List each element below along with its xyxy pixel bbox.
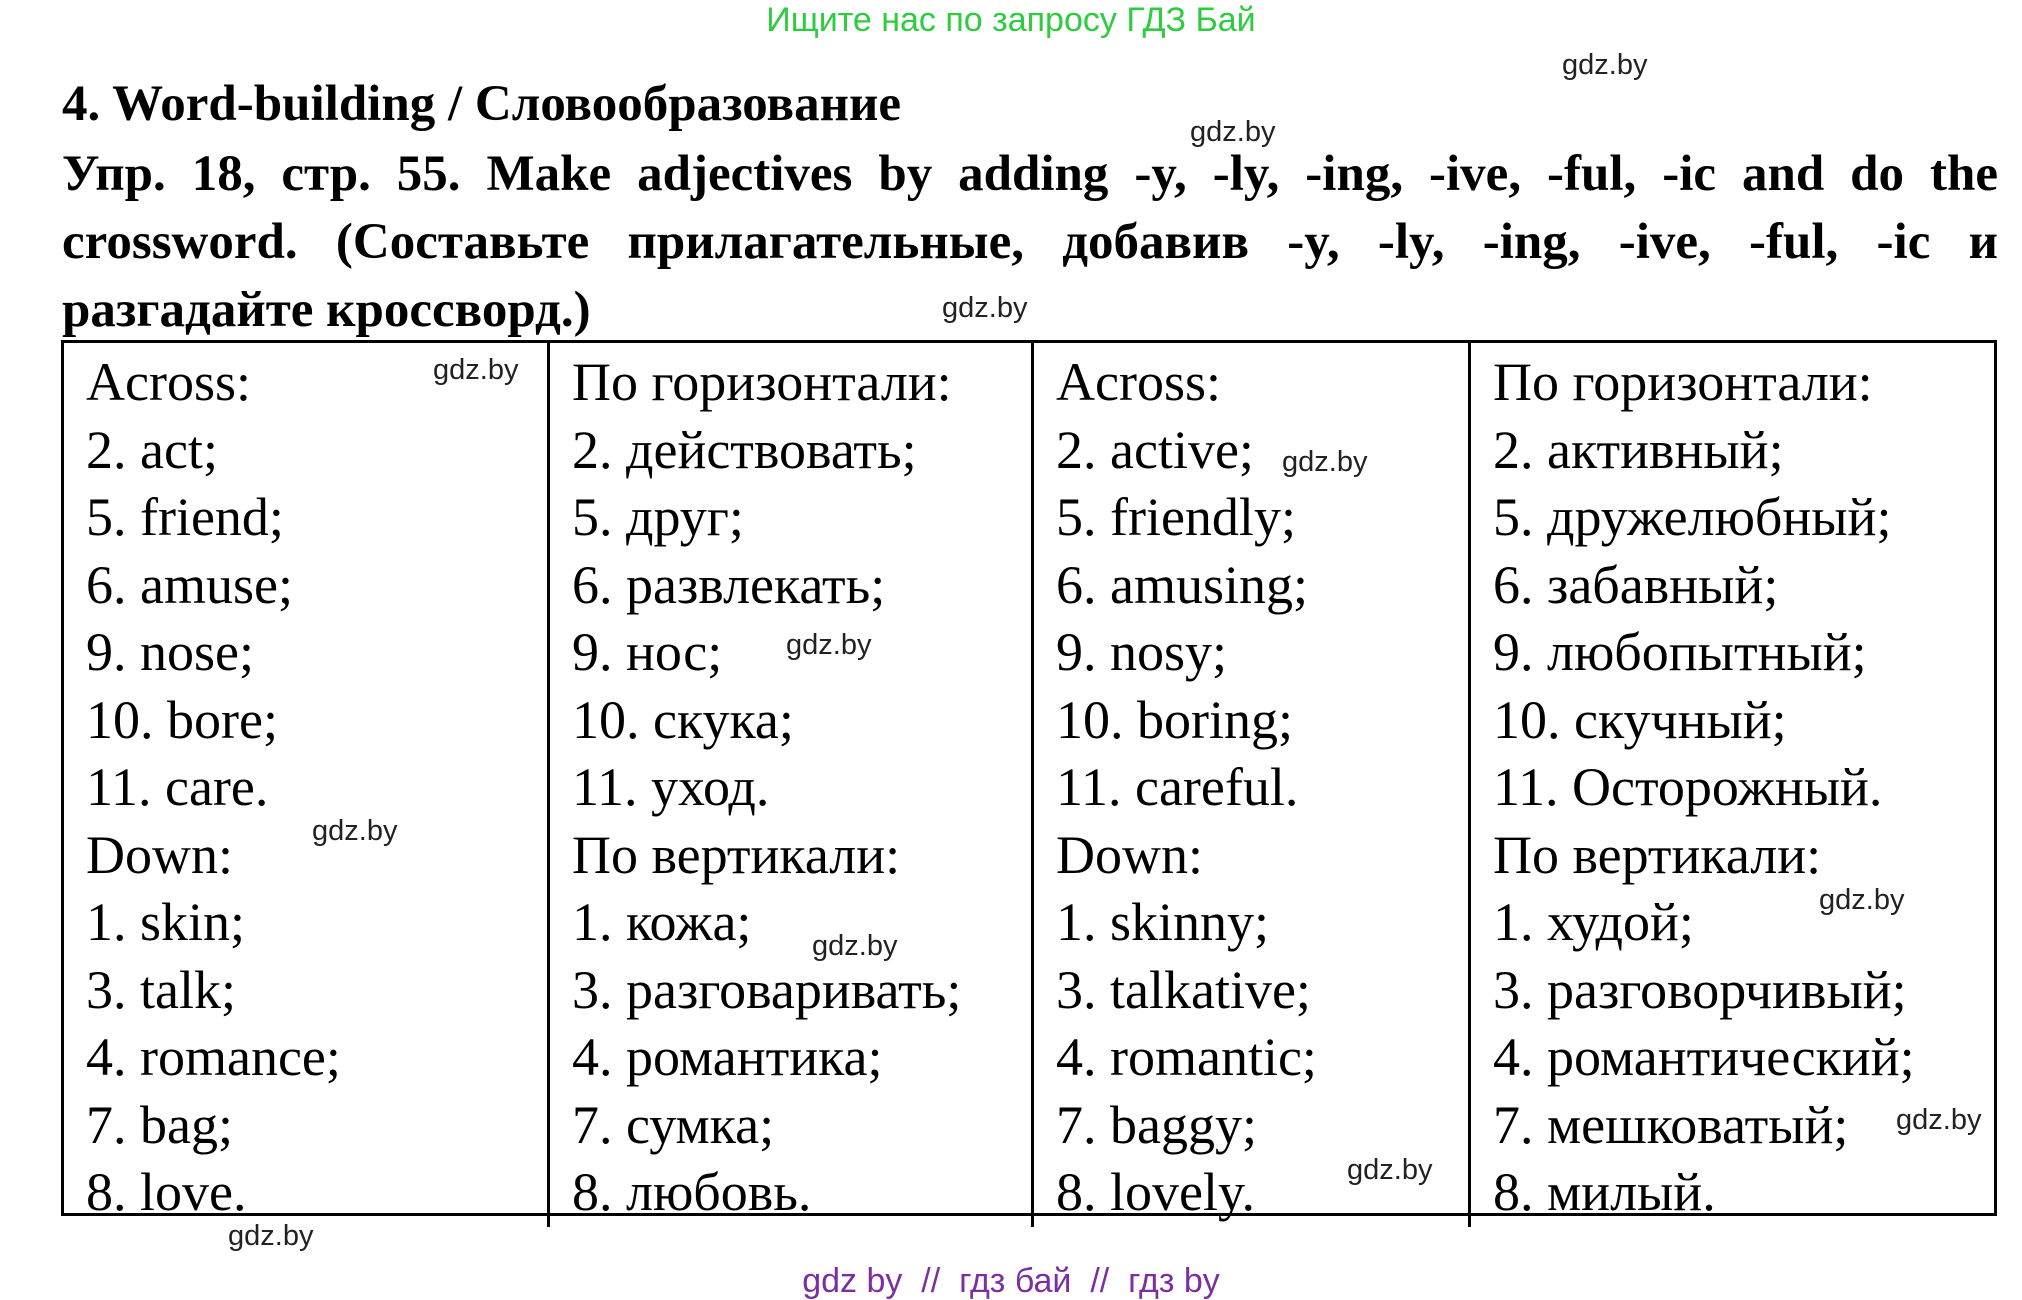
section-heading: 4. Word-building / Словообразование <box>62 76 901 132</box>
table-line: 10. bore; <box>86 689 278 750</box>
table-line: 7. мешковатый; <box>1493 1094 1849 1155</box>
watermark: gdz.by <box>812 930 898 962</box>
table-line: 11. уход. <box>572 757 770 817</box>
column-russian-adjectives <box>1468 343 1994 1227</box>
watermark: gdz.by <box>433 354 519 386</box>
table-line: Down: <box>1056 824 1203 885</box>
table-line: 8. милый. <box>1493 1162 1716 1222</box>
table-line: 8. love. <box>86 1162 247 1222</box>
table-line: 3. talk; <box>86 959 236 1020</box>
table-line: 6. amuse; <box>86 554 293 615</box>
table-line: 7. baggy; <box>1056 1094 1257 1155</box>
table-line: 10. скука; <box>572 689 794 750</box>
table-line: 9. нос; <box>572 622 723 682</box>
table-line: 4. romance; <box>86 1027 341 1087</box>
column-english-base <box>64 343 547 1227</box>
table-line: 1. skinny; <box>1056 892 1270 952</box>
table-line: 11. care. <box>86 757 269 817</box>
footer-links: gdz by // гдз бай // гдз by <box>802 1262 1220 1300</box>
column-english-adjectives <box>1031 343 1468 1227</box>
watermark: gdz.by <box>312 815 398 847</box>
table-line: 7. bag; <box>86 1094 233 1155</box>
table-line: 4. романтический; <box>1493 1027 1915 1087</box>
table-line: 3. разговаривать; <box>572 959 962 1020</box>
table-line: По горизонтали: <box>1493 352 1873 412</box>
table-line: Across: <box>86 352 251 412</box>
table-line: 1. skin; <box>86 892 246 952</box>
table-line: 9. nose; <box>86 622 254 682</box>
table-line: 6. забавный; <box>1493 554 1779 615</box>
table-line: 5. friend; <box>86 487 284 547</box>
table-line: 8. любовь. <box>572 1162 812 1222</box>
table-line: 7. сумка; <box>572 1094 775 1155</box>
table-line: 11. Осторожный. <box>1493 757 1883 817</box>
table-line: 6. amusing; <box>1056 554 1308 615</box>
table-line: 1. кожа; <box>572 892 752 952</box>
table-line: 10. boring; <box>1056 689 1293 750</box>
table-line: 2. act; <box>86 419 218 480</box>
watermark: gdz.by <box>1896 1104 1982 1136</box>
table-line: 8. lovely. <box>1056 1162 1255 1222</box>
table-line: По вертикали: <box>1493 824 1822 885</box>
column-russian-base <box>547 343 1031 1227</box>
table-line: 5. друг; <box>572 487 744 547</box>
table-line: 10. скучный; <box>1493 689 1787 750</box>
top-banner: Ищите нас по запросу ГДЗ Бай <box>766 1 1256 39</box>
table-line: 9. любопытный; <box>1493 622 1867 682</box>
table-line: 2. active; <box>1056 419 1254 480</box>
table-line: По горизонтали: <box>572 352 952 412</box>
table-line: 6. развлекать; <box>572 554 886 615</box>
watermark: gdz.by <box>786 629 872 661</box>
exercise-instructions: Упр. 18, стр. 55. Make adjectives by adding -y, -ly, -ing, -ive, -ful, -ic and do the crossword. (Составьте прилагательные, добавив -y, -ly, -ing, -ive, -ful, -ic и разгадайте кроссворд.) <box>62 146 1998 338</box>
watermark: gdz.by <box>1347 1154 1433 1186</box>
table-line: 3. talkative; <box>1056 959 1311 1020</box>
table-line: 5. friendly; <box>1056 487 1296 547</box>
table-line: Across: <box>1056 352 1221 412</box>
table-line: 3. разговорчивый; <box>1493 959 1907 1020</box>
table-line: 11. careful. <box>1056 757 1299 817</box>
table-line: По вертикали: <box>572 824 901 885</box>
table-line: 4. romantic; <box>1056 1027 1317 1087</box>
table-line: 5. дружелюбный; <box>1493 487 1892 547</box>
watermark: gdz.by <box>1190 116 1276 148</box>
table-line: 2. действовать; <box>572 419 917 480</box>
table-line: Down: <box>86 824 233 885</box>
watermark: gdz.by <box>1562 49 1648 81</box>
table-line: 1. худой; <box>1493 892 1694 952</box>
watermark: gdz.by <box>1819 884 1905 916</box>
watermark: gdz.by <box>942 292 1028 324</box>
table-line: 9. nosy; <box>1056 622 1228 682</box>
answers-table <box>61 340 1997 1222</box>
table-line: 4. романтика; <box>572 1027 883 1087</box>
watermark: gdz.by <box>1282 446 1368 478</box>
watermark: gdz.by <box>228 1220 314 1252</box>
table-line: 2. активный; <box>1493 419 1784 480</box>
